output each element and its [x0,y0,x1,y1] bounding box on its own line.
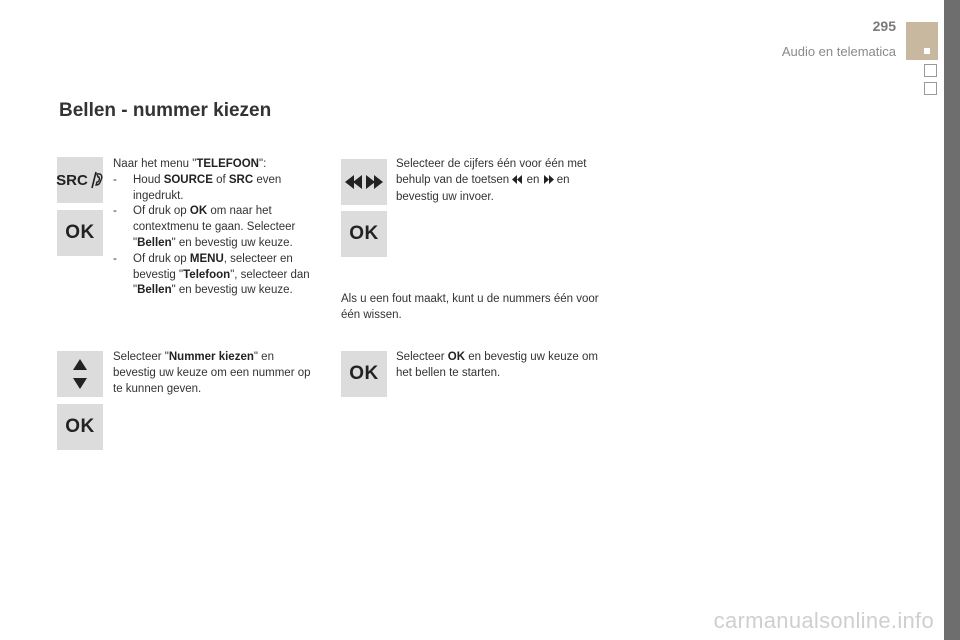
phone-handset-icon [90,171,104,189]
ok-key-label: OK [65,222,95,243]
instruction-item: - Of druk op MENU, selecteer en bevestig "Telefoon", selecteer dan "Bellen" en bevestig uw keuze. [113,252,310,297]
forward-icon [543,174,554,190]
page-nav-box [924,82,937,95]
seek-arrows-key [341,159,387,205]
watermark: carmanualsonline.info [713,608,934,633]
rewind-icon [512,174,523,190]
up-down-key [57,351,103,397]
error-note: Als u een fout maakt, kunt u de nummers één voor één wissen. [341,293,599,321]
instruction-item: - Houd SOURCE of SRC even ingedrukt. [113,173,282,202]
ok-key [57,404,103,450]
intro-line: Naar het menu "TELEFOON": [113,158,267,170]
instruction-list [113,173,313,299]
src-key-label: SRC [56,171,88,189]
instruction-item: - Of druk op OK om naar het contextmenu te gaan. Selecteer "Bellen" en bevestig uw keuze. [113,205,296,249]
section-tab-marker [924,48,930,54]
up-down-arrow-icon [72,357,88,391]
double-arrow-left-right-icon [345,175,383,189]
ok-key-label: OK [65,416,95,437]
ok-key [57,210,103,256]
page-edge-bar [944,0,960,640]
ok-key-label: OK [349,363,379,384]
ok-key [341,211,387,257]
digit-selection-instruction: Selecteer de cijfers één voor één met behulp van de toetsen en en bevestig uw invoer. [396,158,587,203]
src-phone-key [57,157,103,203]
ok-key-label: OK [349,223,379,244]
page-number: 295 [872,18,896,34]
section-tab [906,22,938,60]
section-title: Audio en telematica [781,44,896,59]
start-call-instruction: Selecteer OK en bevestig uw keuze om het bellen te starten. [396,351,598,379]
nummer-kiezen-instruction: Selecteer "Nummer kiezen" en bevestig uw keuze om een nummer op te kunnen geven. [113,351,311,395]
page-nav-box [924,64,937,77]
page-title: Bellen - nummer kiezen [59,100,272,121]
telefoon-instructions [113,157,313,299]
ok-key [341,351,387,397]
